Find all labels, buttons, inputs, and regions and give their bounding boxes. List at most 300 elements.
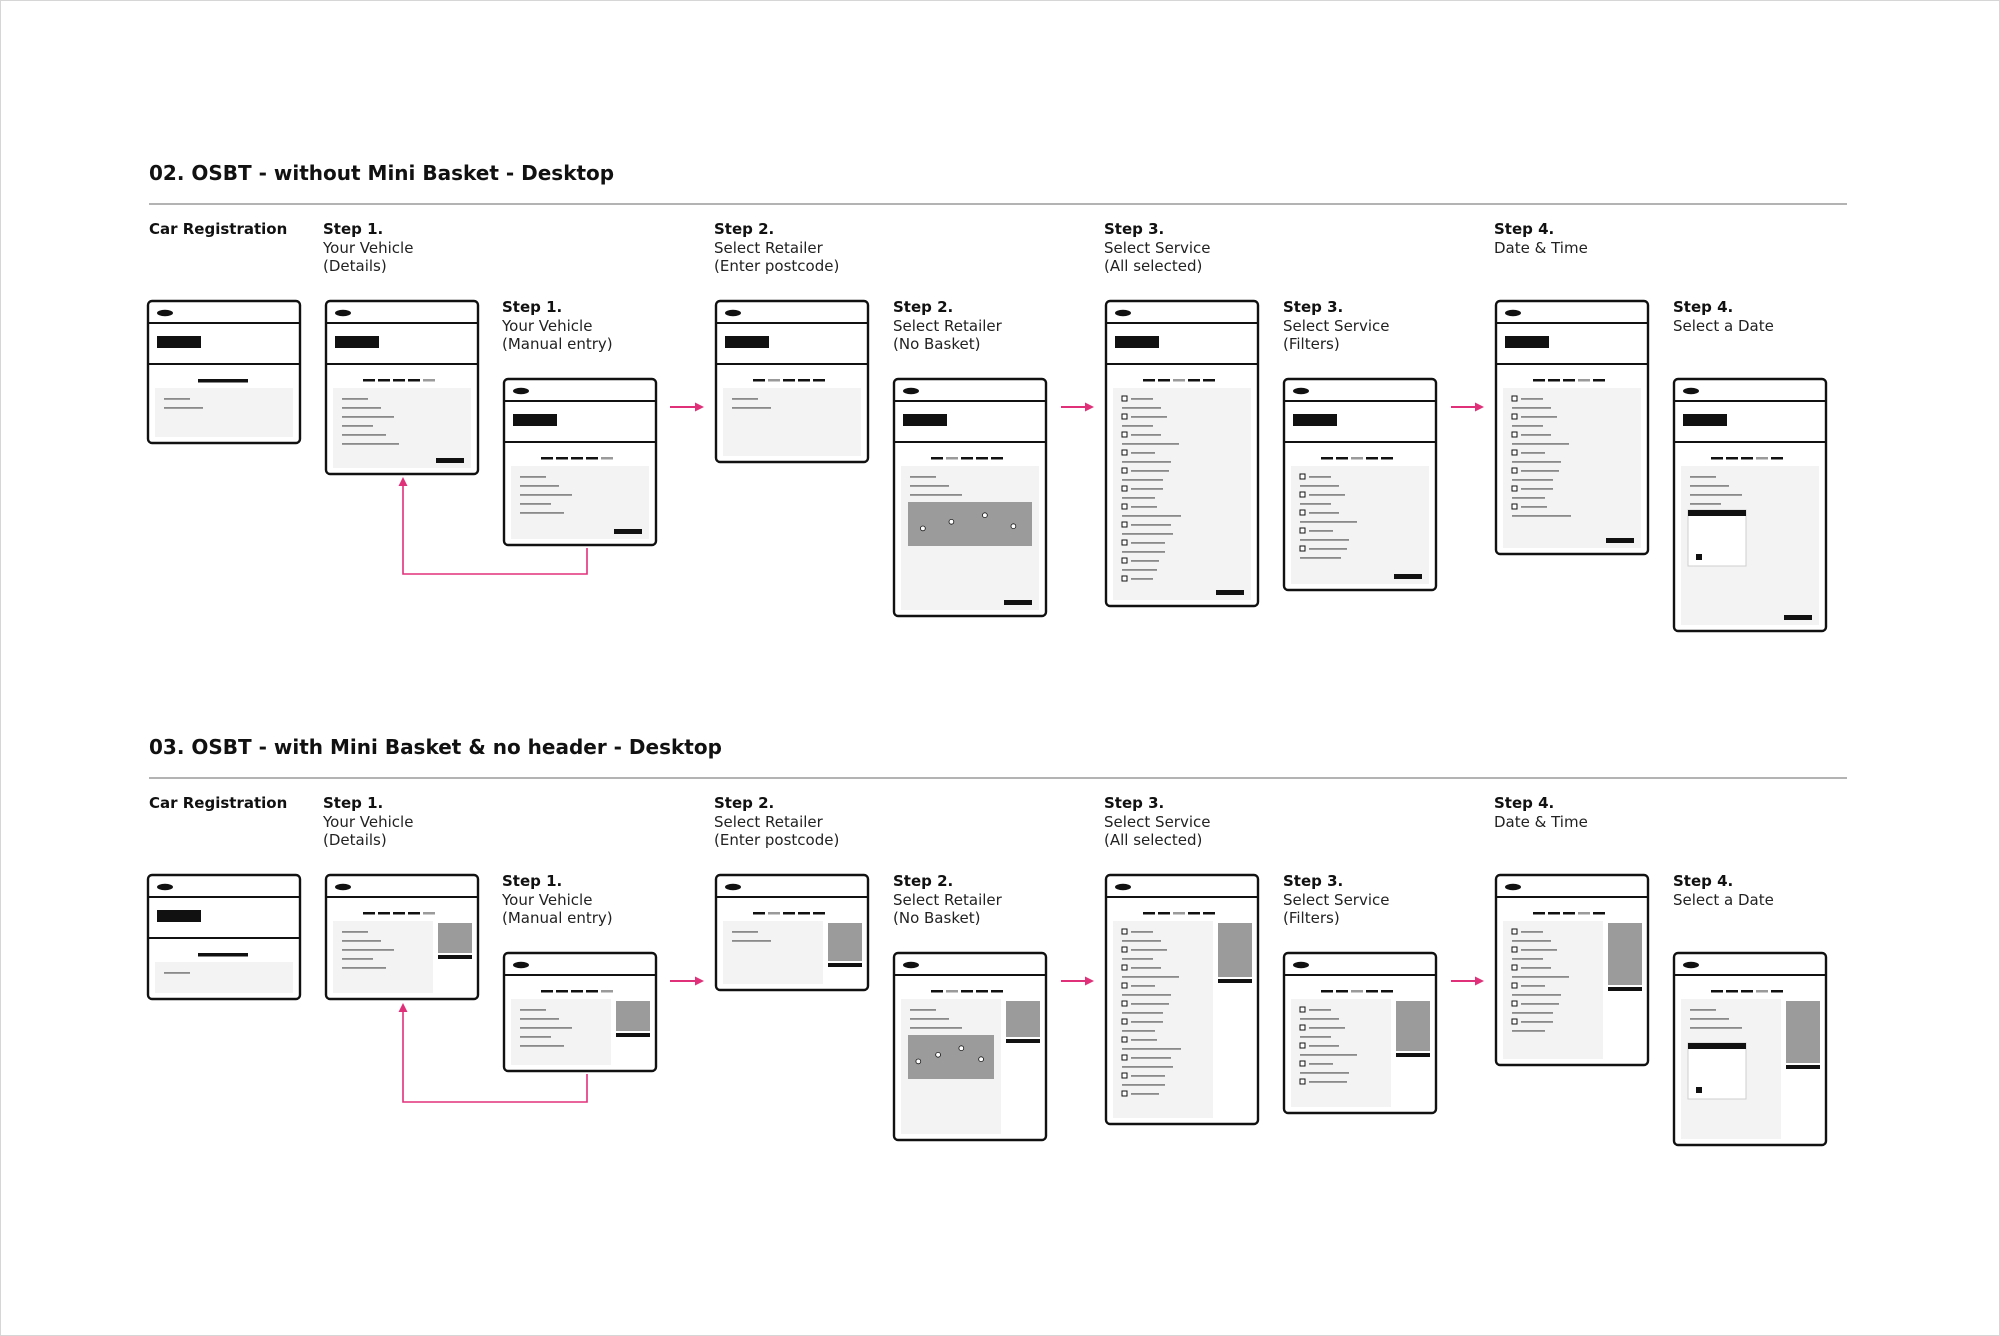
wireframe-step2-postcode [716,301,868,462]
step-nav-segment [1726,457,1738,460]
content-panel [1503,388,1641,548]
logo-mark [157,310,173,316]
step-nav-segment [1351,457,1363,460]
content-line [1122,958,1153,960]
content-line [342,425,373,427]
content-line [1131,967,1161,969]
step-nav-segment [768,379,780,382]
checkbox-mark [1122,522,1127,527]
content-line [342,443,399,445]
checkbox-mark [1122,540,1127,545]
step-nav-segment [363,379,375,382]
content-line [910,1009,936,1011]
content-line [1309,476,1331,478]
hero-title-block [157,336,201,348]
content-line [1690,503,1721,505]
step-nav-segment [813,912,825,915]
step-nav-segment [556,457,568,460]
step-nav-segment [571,457,583,460]
content-line [1131,1075,1165,1077]
step-nav-segment [798,912,810,915]
content-line [1122,1012,1163,1014]
mini-basket-block [828,923,862,961]
connector-head [399,477,408,486]
step-nav-segment [976,990,988,993]
content-line [1122,976,1179,978]
content-line [342,931,368,933]
mini-basket-button [616,1033,650,1037]
logo-mark [335,884,351,890]
content-line [1300,521,1357,523]
content-line [1122,533,1173,535]
content-line [520,1036,551,1038]
step-nav-segment [586,990,598,993]
mini-basket-button [1786,1065,1820,1069]
content-line [1690,1018,1729,1020]
logo-mark [335,310,351,316]
content-line [164,972,190,974]
content-panel [1291,999,1391,1107]
content-line [1512,407,1551,409]
arrow-head [1475,977,1484,986]
checkbox-mark [1512,965,1517,970]
arrow-head [1085,977,1094,986]
content-line [1131,1057,1171,1059]
arrow-head [695,403,704,412]
step-nav-segment [1143,912,1155,915]
content-line [342,940,381,942]
content-line [1122,497,1155,499]
step-label-car-registration: Car Registration [149,220,288,238]
content-line [1131,1003,1169,1005]
step-nav-segment [961,990,973,993]
flow-arrow [670,403,704,412]
content-line [1131,542,1165,544]
checkbox-mark [1122,576,1127,581]
checkbox-mark [1512,504,1517,509]
content-line [342,434,386,436]
content-line [1131,506,1157,508]
content-line [1309,1063,1333,1065]
content-line [1300,557,1341,559]
content-line [1300,485,1339,487]
step-nav-segment [961,457,973,460]
content-panel [1113,388,1251,600]
content-panel [333,388,471,468]
step-nav-segment [1726,990,1738,993]
content-line [1309,530,1333,532]
content-line [1521,506,1547,508]
content-line [910,476,936,478]
step-nav-segment [393,912,405,915]
step-nav-segment [1548,379,1560,382]
step-nav-segment [813,379,825,382]
calendar-day-selected [1696,1087,1702,1093]
wireframe-step1-details [326,875,478,999]
checkbox-mark [1122,929,1127,934]
content-line [910,494,962,496]
content-line [520,1009,546,1011]
checkbox-mark [1300,474,1305,479]
step-nav-segment [931,457,943,460]
step-nav-segment [1578,379,1590,382]
logo-mark [1115,310,1131,316]
step-nav-segment [1336,457,1348,460]
content-line [1690,1027,1742,1029]
step-nav-segment [1143,379,1155,382]
calendar-header [1688,510,1746,516]
step-nav-segment [1188,379,1200,382]
step-nav-segment [1158,379,1170,382]
step-nav-segment [408,912,420,915]
step-label-step3-filters: Step 3. Select Service (Filters) [1283,872,1390,927]
content-line [342,416,394,418]
mini-basket-block [1608,923,1642,985]
step-nav-segment [1203,379,1215,382]
content-line [1521,434,1551,436]
wireframe-step4-date [1674,953,1826,1145]
content-line [1512,958,1543,960]
step-nav-segment [423,912,435,915]
section-title: 03. OSBT - with Mini Basket & no header - Desktop [149,735,722,759]
content-line [1122,1084,1165,1086]
checkbox-mark [1122,432,1127,437]
connector-head [399,1003,408,1012]
step-nav-segment [1711,457,1723,460]
step-label-step4-datetime: Step 4. Date & Time [1494,794,1588,831]
content-line [732,398,758,400]
step-nav-segment [768,912,780,915]
content-line [1521,452,1545,454]
content-line [1309,1027,1345,1029]
step-nav-segment [1351,990,1363,993]
step-label-step1-details: Step 1. Your Vehicle (Details) [323,794,414,849]
content-line [1131,1021,1163,1023]
step-nav-segment [1203,912,1215,915]
content-panel [155,962,293,993]
checkbox-mark [1122,468,1127,473]
step-nav-segment [991,990,1003,993]
content-line [1122,407,1161,409]
map-pin [982,513,987,518]
content-line [1131,488,1163,490]
step-nav-segment [1533,379,1545,382]
content-line [1512,425,1543,427]
step-label-step3-all: Step 3. Select Service (All selected) [1104,220,1211,275]
step-nav-segment [1578,912,1590,915]
content-line [1512,497,1545,499]
mini-basket-button [828,963,862,967]
mini-basket-button [1006,1039,1040,1043]
checkbox-mark [1122,1019,1127,1024]
content-line [1521,967,1551,969]
content-line [1309,512,1339,514]
step-label-step2-postcode: Step 2. Select Retailer (Enter postcode) [714,794,840,849]
logo-mark [1505,884,1521,890]
primary-button [614,529,642,534]
content-line [342,967,386,969]
content-line [520,1018,559,1020]
logo-mark [157,884,173,890]
step-nav-segment [1366,457,1378,460]
content-panel [723,921,823,984]
primary-button [1784,615,1812,620]
step-label-car-registration: Car Registration [149,794,288,812]
hero-title-block [1683,414,1727,426]
checkbox-mark [1512,1019,1517,1024]
content-line [1300,539,1349,541]
content-line [342,949,394,951]
step-nav-segment [1771,990,1783,993]
content-line [1521,1003,1559,1005]
step-nav-segment [1563,912,1575,915]
step-nav-segment [1548,912,1560,915]
logo-mark [725,310,741,316]
primary-button [1606,538,1634,543]
checkbox-mark [1122,414,1127,419]
mini-basket-button [438,955,472,959]
content-line [342,407,381,409]
mini-basket-button [1608,987,1642,991]
content-line [1122,569,1157,571]
checkbox-mark [1300,510,1305,515]
content-line [1309,494,1345,496]
wireframe-step3-all [1106,301,1258,606]
wireframe-step2-nobasket [894,379,1046,616]
hero-title-block [1293,414,1337,426]
map-pin [949,519,954,524]
content-line [1309,1045,1339,1047]
content-line [1131,1093,1159,1095]
content-line [1309,1009,1331,1011]
checkbox-mark [1122,396,1127,401]
step-label-step4-datetime: Step 4. Date & Time [1494,220,1588,257]
page-heading-line [198,379,248,383]
step-label-step3-all: Step 3. Select Service (All selected) [1104,794,1211,849]
step-nav-segment [601,990,613,993]
checkbox-mark [1122,1001,1127,1006]
map-pin [916,1059,921,1064]
logo-mark [1293,962,1309,968]
arrow-head [695,977,704,986]
logo-mark [1115,884,1131,890]
step-nav-segment [1593,912,1605,915]
step-nav-segment [1321,990,1333,993]
step-nav-segment [363,912,375,915]
map-pin [936,1052,941,1057]
checkbox-mark [1122,1055,1127,1060]
checkbox-mark [1122,1091,1127,1096]
step-nav-segment [976,457,988,460]
content-line [1131,578,1153,580]
wireframe-step4-datetime [1496,875,1648,1065]
content-line [1512,1012,1553,1014]
step-label-step2-postcode: Step 2. Select Retailer (Enter postcode) [714,220,840,275]
content-line [1122,479,1163,481]
wireframe-step3-all [1106,875,1258,1124]
content-line [1512,461,1561,463]
primary-button [1216,590,1244,595]
content-line [1122,1048,1181,1050]
hero-title-block [513,414,557,426]
content-line [520,1045,564,1047]
map-pin [959,1046,964,1051]
step-nav-segment [753,379,765,382]
wireframe-step4-date [1674,379,1826,631]
content-line [1521,416,1557,418]
content-line [1512,443,1569,445]
content-line [342,398,368,400]
step-nav-segment [1321,457,1333,460]
mini-basket-block [438,923,472,953]
content-line [1122,515,1181,517]
mini-basket-block [1396,1001,1430,1051]
flow-arrow [1451,403,1484,412]
content-line [1309,1081,1347,1083]
wireframe-car-registration [148,301,300,443]
page-heading-line [198,953,248,957]
checkbox-mark [1122,1073,1127,1078]
content-line [520,512,564,514]
flow-arrow [1061,977,1094,986]
content-line [342,958,373,960]
checkbox-mark [1512,486,1517,491]
step-nav-segment [783,379,795,382]
checkbox-mark [1512,414,1517,419]
content-line [164,398,190,400]
content-line [1122,461,1171,463]
wireframe-step1-manual [504,953,656,1071]
checkbox-mark [1122,558,1127,563]
wireframe-step1-details [326,301,478,474]
content-line [1690,494,1742,496]
content-line [910,1027,962,1029]
content-line [1300,1036,1331,1038]
content-line [732,940,771,942]
step-nav-segment [1756,457,1768,460]
content-line [910,485,949,487]
content-line [1131,1039,1157,1041]
step-nav-segment [393,379,405,382]
step-nav-segment [1188,912,1200,915]
content-line [1131,452,1155,454]
step-nav-segment [1336,990,1348,993]
content-line [1122,551,1165,553]
checkbox-mark [1122,965,1127,970]
content-line [910,1018,949,1020]
step-nav-segment [1381,990,1393,993]
content-panel [1291,466,1429,584]
step-nav-segment [1741,990,1753,993]
content-line [1512,994,1561,996]
content-line [1131,398,1153,400]
step-nav-segment [783,912,795,915]
step-label-step1-details: Step 1. Your Vehicle (Details) [323,220,414,275]
logo-mark [1683,388,1699,394]
logo-mark [1683,962,1699,968]
logo-mark [513,962,529,968]
step-nav-segment [586,457,598,460]
content-line [1122,1030,1155,1032]
content-panel [511,999,611,1065]
primary-button [436,458,464,463]
step-label-step1-manual: Step 1. Your Vehicle (Manual entry) [502,298,613,353]
content-line [1300,503,1331,505]
logo-mark [513,388,529,394]
content-line [1122,940,1161,942]
logo-mark [903,962,919,968]
step-nav-segment [1756,990,1768,993]
content-line [1521,398,1543,400]
mini-basket-block [1006,1001,1040,1037]
arrow-head [1085,403,1094,412]
arrow-head [1475,403,1484,412]
step-nav-segment [1593,379,1605,382]
wireframe-step2-nobasket [894,953,1046,1140]
mini-basket-block [1786,1001,1820,1063]
step-nav-segment [378,379,390,382]
checkbox-mark [1512,983,1517,988]
content-line [1521,949,1557,951]
content-line [1131,985,1155,987]
checkbox-mark [1300,1079,1305,1084]
checkbox-mark [1122,983,1127,988]
step-nav-segment [931,990,943,993]
section-title: 02. OSBT - without Mini Basket - Desktop [149,161,615,185]
wireframe-car-registration [148,875,300,999]
content-line [1122,425,1153,427]
wireframe-step3-filters [1284,953,1436,1113]
checkbox-mark [1512,1001,1517,1006]
map-pin [920,526,925,531]
step-nav-segment [1533,912,1545,915]
mini-basket-block [616,1001,650,1031]
content-line [520,485,559,487]
content-line [520,494,572,496]
content-line [520,476,546,478]
content-line [1512,479,1553,481]
step-nav-segment [601,457,613,460]
step-nav-segment [408,379,420,382]
hero-title-block [1505,336,1549,348]
step-nav-segment [1381,457,1393,460]
content-line [1690,476,1716,478]
step-label-step4-date: Step 4. Select a Date [1673,872,1774,909]
content-line [520,1027,572,1029]
step-nav-segment [423,379,435,382]
flow-arrow [1451,977,1484,986]
step-nav-segment [753,912,765,915]
checkbox-mark [1300,1025,1305,1030]
wireframe-step4-datetime [1496,301,1648,554]
mini-basket-button [1218,979,1252,983]
step-label-step4-date: Step 4. Select a Date [1673,298,1774,335]
primary-button [1004,600,1032,605]
content-line [1300,1018,1339,1020]
content-line [1122,443,1179,445]
wireframe-step3-filters [1284,379,1436,590]
hero-title-block [335,336,379,348]
checkbox-mark [1512,450,1517,455]
content-line [1690,1009,1716,1011]
step-nav-segment [556,990,568,993]
step-nav-segment [541,457,553,460]
content-line [732,407,771,409]
calendar-header [1688,1043,1746,1049]
step-nav-segment [1711,990,1723,993]
logo-mark [1293,388,1309,394]
content-line [1131,470,1169,472]
